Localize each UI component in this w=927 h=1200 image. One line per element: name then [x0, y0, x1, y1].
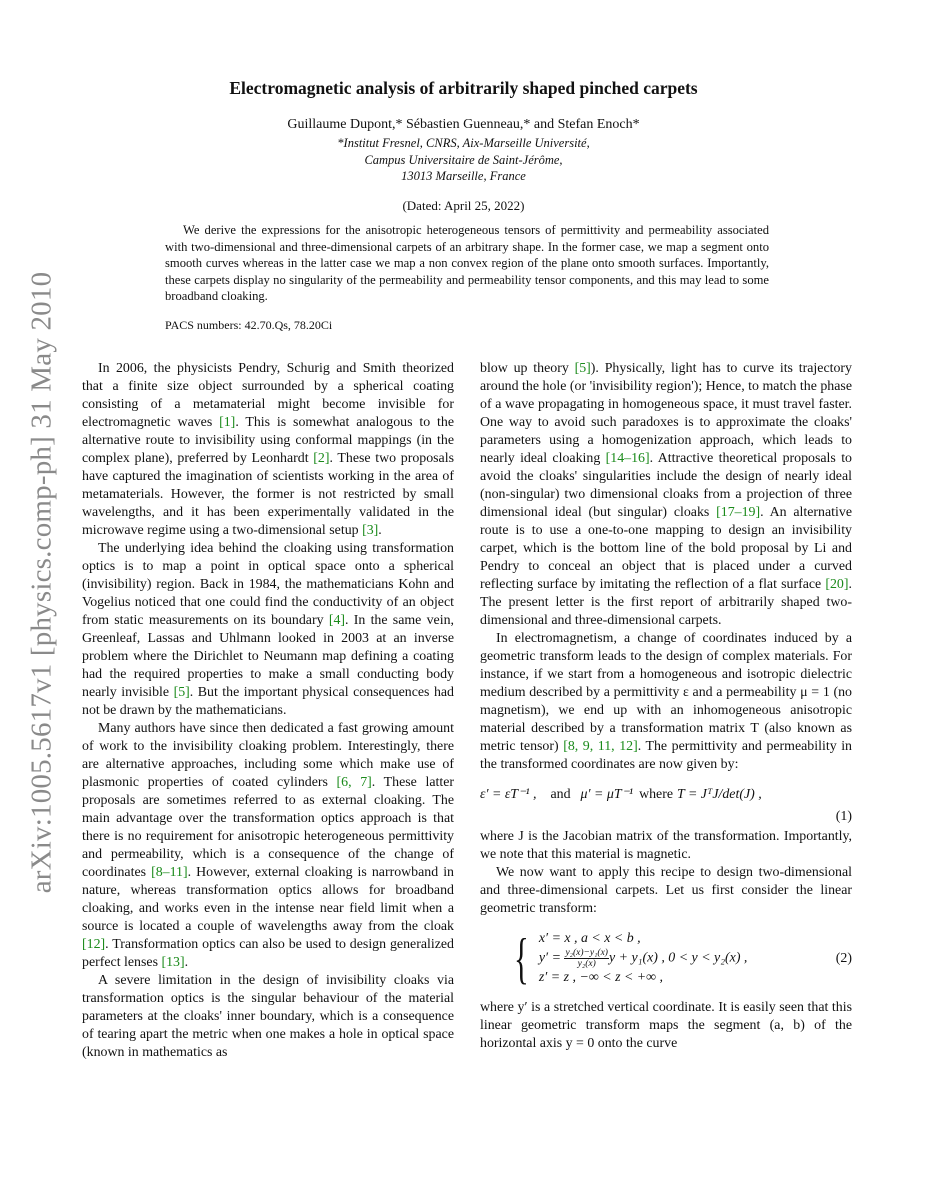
eq-row: x′ = x , a < x < b ,	[538, 931, 641, 946]
paragraph: A severe limitation in the design of invisibility cloaks via transformation optics is the singular behaviour of the material parameters at the cloaks' inner boundary, which is a consequence of tearing apart the metric when one makes a hole in optical space (known in mathematics as	[82, 973, 454, 1060]
affiliation	[0, 135, 927, 185]
citation-link[interactable]: [17–19]	[716, 505, 761, 520]
date-line: (Dated: April 25, 2022)	[402, 198, 525, 213]
eq-row: z′ = z , −∞ < z < +∞ ,	[538, 970, 664, 985]
citation-link[interactable]: [8–11]	[151, 865, 188, 880]
citation-link[interactable]: [6, 7]	[336, 775, 372, 790]
citation-link[interactable]: [12]	[82, 937, 106, 952]
affiliation-line: Campus Universitaire de Saint-Jérôme,	[364, 152, 563, 167]
left-column	[82, 360, 454, 1062]
brace-glyph: {	[514, 927, 529, 990]
citation-link[interactable]: [20]	[825, 577, 849, 592]
eq-term: ε′ = εT⁻¹ ,	[480, 787, 537, 802]
eq-term: μ′ = μT⁻¹	[580, 787, 634, 802]
affiliation-line: *Institut Fresnel, CNRS, Aix-Marseille Université,	[337, 136, 590, 150]
paragraph: where J is the Jacobian matrix of the transformation. Importantly, we note that this material is magnetic.	[480, 829, 852, 862]
paragraph: In electromagnetism, a change of coordinates induced by a geometric transform leads to the design of complex materials. For instance, if we start from a homogeneous and isotropic dielectric medium described by a permittivity ε and a permeability μ = 1 (no magnetism), we end up with an inhomogeneous anisotropic material described by a transformation matrix T (also known as metric tensor) [8, 9, 11, 12]. The permittivity and permeability in the transformed coordinates are now given by:	[480, 631, 853, 772]
citation-link[interactable]: [13]	[161, 955, 185, 970]
equation-number: (1)	[835, 809, 852, 824]
citation-link[interactable]: [5]	[173, 685, 190, 700]
equation-number: (2)	[835, 950, 852, 966]
arxiv-stamp-text: arXiv:1005.5617v1 [physics.comp-ph] 31 May 2010	[25, 271, 58, 893]
abstract: We derive the expressions for the anisotropic heterogeneous tensors of permittivity and permeability associated with two-dimensional and three-dimensional carpets of an arbitrary shape. In the former case, we map a segment onto smooth curves whereas in the latter case we map a non convex region of the plane onto smooth surfaces. Importantly, these carpets display no singularity of the permeability and permeability tensor components, and this may lead to some broadband cloaking.	[165, 223, 769, 304]
citation-link[interactable]: [2]	[313, 451, 330, 466]
paragraph: where y′ is a stretched vertical coordinate. It is easily seen that this linear geometric transform maps the segment (a, b) of the horizontal axis y = 0 onto the curve	[480, 1000, 852, 1051]
paragraph: Many authors have since then dedicated a fast growing amount of work to the invisibility cloaking problem. Interestingly, there are alternative approaches, including some which make use of plasmonic properties of coated cylinders [6, 7]. These latter proposals are sometimes referred to as external cloaking. The main advantage over the transformation optics approach is that there is no requirement for anisotropic heterogeneous permittivity and permeability, which is a consequence of the change of coordinates [8–11]. However, external cloaking is narrowband in nature, whereas transformation optics allows for broadband cloaking, and works even in the intense near field limit when a source is located a couple of wavelengths away from the cloak [12]. Transformation optics can also be used to design generalized perfect lenses [13].	[82, 721, 455, 970]
eq-term: and	[550, 787, 571, 802]
citation-link[interactable]: [3]	[362, 523, 379, 538]
citation-link[interactable]: [1]	[219, 415, 236, 430]
fraction: $\frac{\text{y₂(x)−y₁(x)}}{\text{y₂(x)}}$	[565, 948, 608, 969]
equation-2	[480, 927, 852, 990]
citation-link[interactable]: [5]	[574, 361, 591, 376]
citation-link[interactable]: [4]	[328, 613, 346, 628]
eq-term: where	[639, 787, 674, 802]
affiliation-line: 13013 Marseille, France	[401, 169, 526, 183]
paragraph: In 2006, the physicists Pendry, Schurig and Smith theorized that a finite size object surrounded by a spherical coating consisting of a metamaterial might become invisible for electromagnetic waves [1]. This is somewhat analogous to the alternative route to invisibility using conformal mappings (in the complex plane), preferred by Leonhardt [2]. These two proposals have captured the imagination of scientists working in the area of metamaterials. However, the former is not restricted by small wavelengths, and it has been experimentally validated in the microwave regime using a two-dimensional setup [3].	[82, 361, 454, 538]
equation-rows	[539, 930, 748, 987]
right-column	[480, 360, 852, 1053]
paper-title: Electromagnetic analysis of arbitrarily shaped pinched carpets	[229, 78, 698, 98]
citation-link[interactable]: [14–16]	[605, 451, 650, 466]
paragraph: blow up theory [5]). Physically, light has to curve its trajectory around the hole (or 'invisibility region'); Hence, to match the phase of a wave propagating in homogeneous space, it must travel faster. One way to avoid such paradoxes is to approximate the cloaks' parameters using a homogenization approach, which leads to nearly ideal cloaking [14–16]. Attractive theoretical proposals to avoid the cloaks' singularities include the design of nearly ideal (non-singular) two dimensional cloaks from a projection of three dimensional ideal (but singular) cloaks [17–19]. An alternative route is to use a one-to-one mapping to design an invisibility carpet, which is the bottom line of the bold proposal by Li and Pendry to conceal an object that is placed under a curved reflecting surface by imitating the reflection of a flat surface [20]. The present letter is the first report of arbitrarily shaped two-dimensional and three-dimensional carpets.	[480, 361, 852, 628]
author-list: Guillaume Dupont,* Sébastien Guenneau,* and Stefan Enoch*	[287, 117, 640, 132]
pacs-numbers: PACS numbers: 42.70.Qs, 78.20Ci	[165, 318, 333, 332]
arxiv-stamp	[20, 262, 64, 902]
equation-1	[480, 786, 852, 804]
citation-link[interactable]: [8, 9, 11, 12]	[563, 739, 638, 754]
paragraph: We now want to apply this recipe to design two-dimensional and three-dimensional carpets. Let us first consider the linear geometric transform:	[480, 865, 852, 916]
eq-term: T = JᵀJ/det(J) ,	[677, 787, 762, 802]
eq-row: y′ = $\frac{\text{y₂(x)−y₁(x)}}{\text{y₂(x)}}$ y + y₁(x) , 0 < y < y₂(x) ,	[538, 948, 748, 969]
paragraph: The underlying idea behind the cloaking using transformation optics is to map a point in optical space onto a spherical (invisibility) region. Back in 1984, the mathematicians Kohn and Vogelius noticed that one could find the conductivity of an object from static measurements on its boundary [4]. In the same vein, Greenleaf, Lassas and Uhlmann looked in 2003 at an inverse problem where the Dirichlet to Neumann map defining a coating had the required properties to make a small conducting body nearly invisible [5]. But the important physical consequences had not be drawn by the mathematicians.	[82, 541, 454, 718]
